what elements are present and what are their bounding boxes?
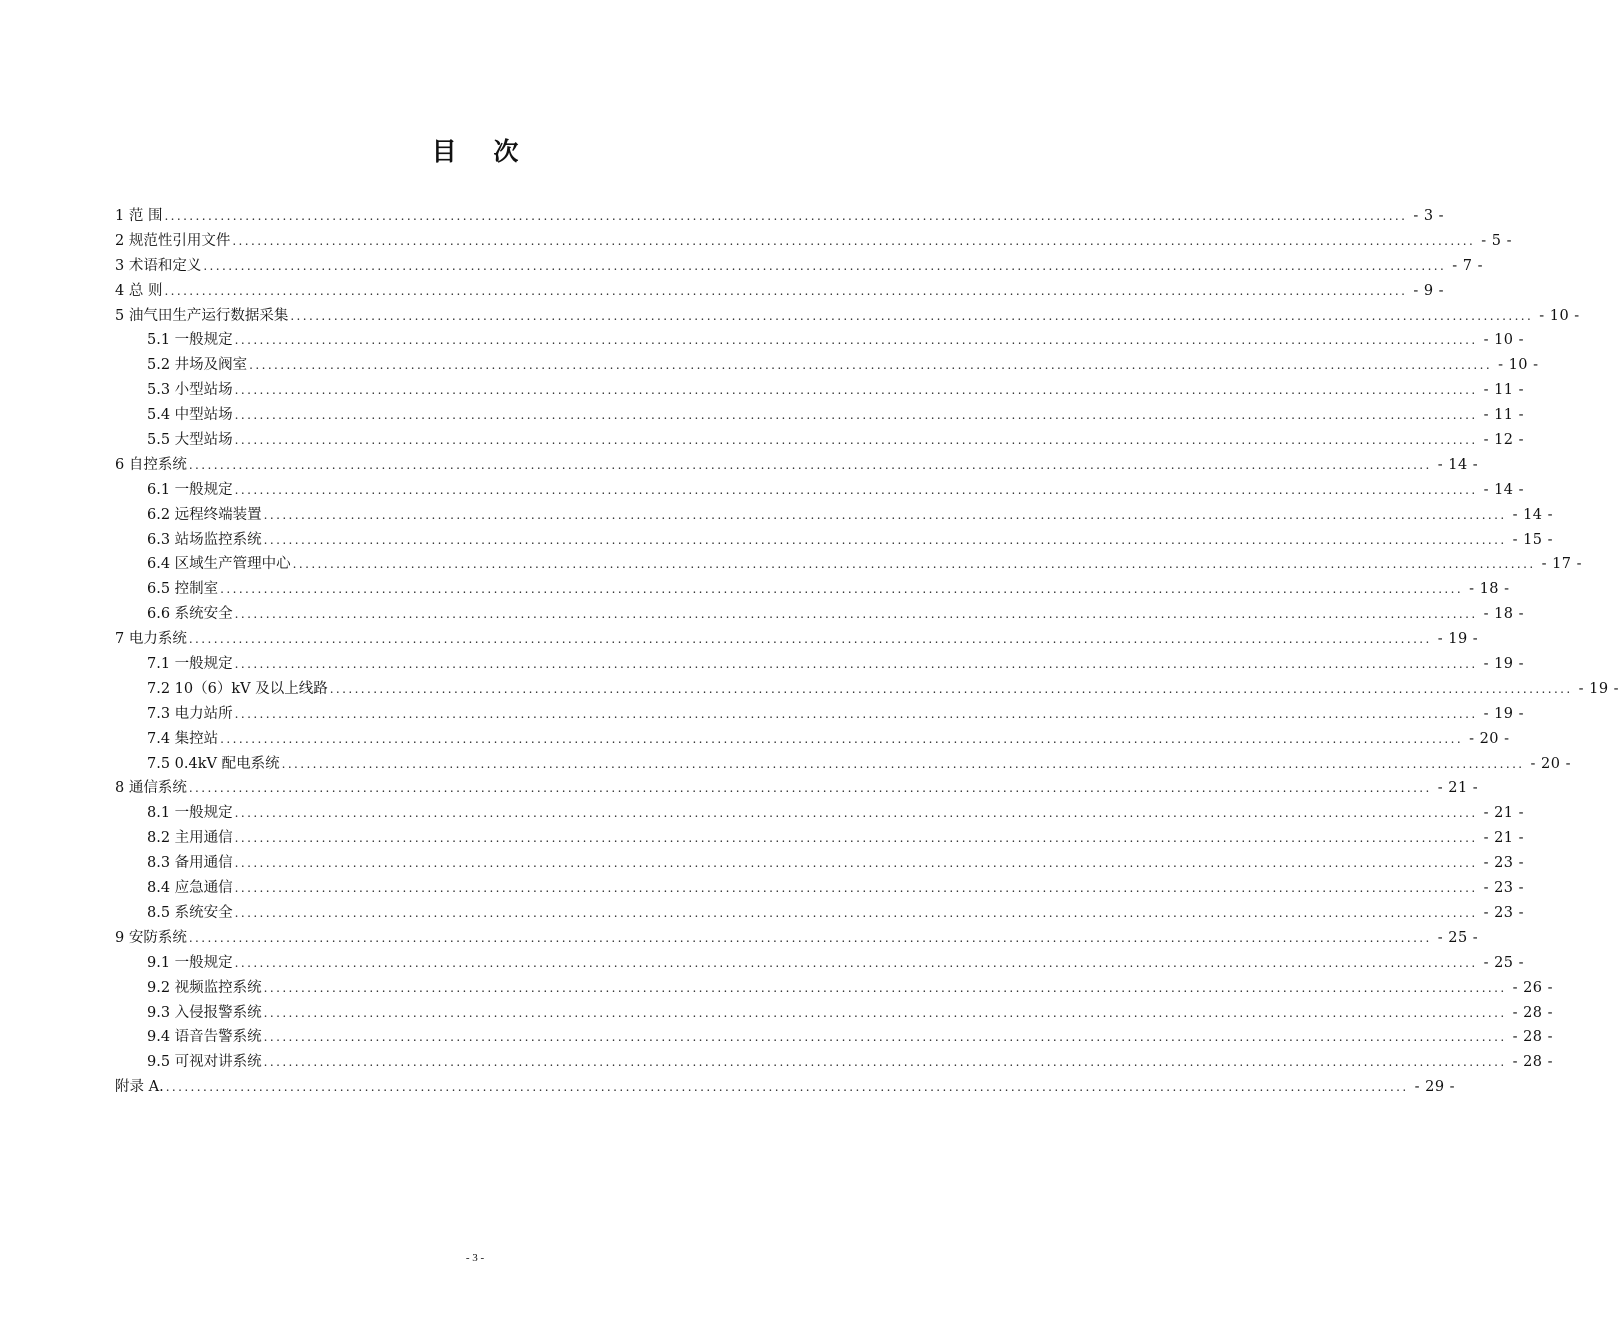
- toc-dot-leader: ........................................................................................................................................................................................................: [234, 856, 1478, 871]
- toc-entry-page: - 25 -: [1483, 954, 1525, 971]
- toc-entry-page: - 17 -: [1541, 556, 1583, 573]
- table-of-contents: [115, 204, 1619, 1100]
- toc-entry-label: 5.5 大型站场: [147, 432, 233, 449]
- page-number: - 3 -: [465, 1252, 485, 1264]
- toc-dot-leader: ........................................................................................................................................................................................................: [220, 582, 1464, 597]
- toc-entry-page: - 14 -: [1437, 456, 1479, 473]
- toc-entry-page: - 28 -: [1512, 1029, 1554, 1046]
- toc-entry-label: 4 总 则: [115, 282, 163, 299]
- toc-dot-leader: ........................................................................................................................................................................................................: [234, 408, 1478, 423]
- toc-dot-leader: ........................................................................................................................................................................................................: [188, 632, 1432, 647]
- toc-entry[interactable]: [115, 403, 1525, 428]
- toc-entry[interactable]: [115, 776, 1479, 801]
- toc-entry[interactable]: [115, 378, 1525, 403]
- toc-dot-leader: ........................................................................................................................................................................................................: [234, 657, 1478, 672]
- toc-entry-label: 6 自控系统: [115, 456, 187, 473]
- toc-dot-leader: ........................................................................................................................................................................................................: [263, 1055, 1507, 1070]
- toc-entry-page: - 19 -: [1483, 656, 1525, 673]
- toc-entry[interactable]: [115, 627, 1479, 652]
- toc-dot-leader: ........................................................................................................................................................................................................: [234, 607, 1478, 622]
- toc-entry[interactable]: [115, 976, 1554, 1001]
- toc-entry[interactable]: [115, 528, 1554, 553]
- toc-dot-leader: ........................................................................................................................................................................................................: [281, 756, 1525, 771]
- toc-entry-label: 8 通信系统: [115, 780, 187, 797]
- toc-dot-leader: ........................................................................................................................................................................................................: [263, 1030, 1507, 1045]
- toc-entry-label: 3 术语和定义: [115, 257, 202, 274]
- toc-entry-label: 8.4 应急通信: [147, 880, 233, 897]
- toc-entry-page: - 19 -: [1578, 680, 1619, 697]
- toc-entry-label: 6.4 区域生产管理中心: [147, 556, 291, 573]
- toc-entry-page: - 14 -: [1483, 481, 1525, 498]
- toc-entry-page: - 21 -: [1483, 830, 1525, 847]
- toc-entry-page: - 10 -: [1498, 357, 1539, 374]
- toc-entry-label: 5 油气田生产运行数据采集: [115, 307, 289, 324]
- toc-dot-leader: ........................................................................................................................................................................................................: [234, 955, 1478, 970]
- toc-entry[interactable]: [115, 503, 1554, 528]
- toc-dot-leader: ........................................................................................................................................................................................................: [263, 507, 1507, 522]
- toc-entry-label: 6.1 一般规定: [147, 481, 233, 498]
- toc-entry-page: - 21 -: [1437, 780, 1479, 797]
- toc-entry-label: 9.3 入侵报警系统: [147, 1004, 262, 1021]
- toc-entry-label: 9.1 一般规定: [147, 954, 233, 971]
- toc-entry-page: - 19 -: [1437, 631, 1479, 648]
- toc-entry[interactable]: [115, 478, 1525, 503]
- page-title: 目 次: [431, 137, 533, 166]
- toc-entry-page: - 14 -: [1512, 506, 1554, 523]
- toc-entry[interactable]: [115, 1050, 1554, 1075]
- toc-entry[interactable]: [115, 353, 1539, 378]
- toc-entry-label: 8.1 一般规定: [147, 805, 233, 822]
- toc-entry-label: 9 安防系统: [115, 929, 187, 946]
- toc-dot-leader: ........................................................................................................................................................................................................: [234, 706, 1478, 721]
- toc-entry-label: 9.4 语音告警系统: [147, 1029, 262, 1046]
- toc-entry[interactable]: [115, 453, 1479, 478]
- toc-entry[interactable]: [115, 727, 1510, 752]
- toc-dot-leader: ........................................................................................................................................................................................................: [165, 1080, 1409, 1095]
- toc-entry[interactable]: [115, 1001, 1554, 1026]
- toc-dot-leader: ........................................................................................................................................................................................................: [234, 333, 1478, 348]
- toc-entry-label: 8.2 主用通信: [147, 830, 233, 847]
- toc-entry-page: - 23 -: [1483, 880, 1525, 897]
- toc-entry-page: - 5 -: [1481, 232, 1512, 249]
- toc-entry-page: - 10 -: [1483, 332, 1525, 349]
- toc-entry-label: 8.5 系统安全: [147, 904, 233, 921]
- toc-entry-page: - 23 -: [1483, 855, 1525, 872]
- toc-dot-leader: ........................................................................................................................................................................................................: [188, 781, 1432, 796]
- toc-entry[interactable]: [115, 304, 1580, 329]
- toc-entry-page: - 18 -: [1469, 581, 1510, 598]
- toc-entry-page: - 15 -: [1512, 531, 1554, 548]
- toc-dot-leader: ........................................................................................................................................................................................................: [234, 831, 1478, 846]
- toc-dot-leader: ........................................................................................................................................................................................................: [234, 482, 1478, 497]
- toc-entry[interactable]: [115, 926, 1479, 951]
- toc-dot-leader: ........................................................................................................................................................................................................: [234, 881, 1478, 896]
- toc-entry[interactable]: [115, 428, 1525, 453]
- toc-entry-label: 6.2 远程终端装置: [147, 506, 262, 523]
- toc-entry[interactable]: [115, 901, 1525, 926]
- toc-entry-label: 7.5 0.4kV 配电系统: [147, 755, 280, 772]
- toc-entry-page: - 25 -: [1437, 929, 1479, 946]
- toc-dot-leader: ........................................................................................................................................................................................................: [188, 930, 1432, 945]
- toc-entry-label: 6.6 系统安全: [147, 606, 233, 623]
- toc-entry[interactable]: [115, 677, 1619, 702]
- toc-entry[interactable]: [115, 951, 1525, 976]
- toc-entry-label: 5.4 中型站场: [147, 407, 233, 424]
- toc-entry-page: - 3 -: [1413, 208, 1445, 224]
- toc-entry[interactable]: [115, 204, 1445, 229]
- toc-entry-label: 2 规范性引用文件: [115, 232, 231, 249]
- toc-entry[interactable]: [115, 1025, 1554, 1050]
- toc-dot-leader: ........................................................................................................................................................................................................: [188, 457, 1432, 472]
- toc-dot-leader: ........................................................................................................................................................................................................: [263, 532, 1507, 547]
- toc-dot-leader: ........................................................................................................................................................................................................: [164, 209, 1408, 223]
- toc-entry-label: 9.2 视频监控系统: [147, 979, 262, 996]
- toc-entry[interactable]: [115, 652, 1525, 677]
- toc-dot-leader: ........................................................................................................................................................................................................: [203, 258, 1447, 273]
- toc-entry-page: - 12 -: [1483, 432, 1525, 449]
- toc-entry[interactable]: [115, 229, 1512, 254]
- toc-dot-leader: ........................................................................................................................................................................................................: [329, 681, 1573, 696]
- toc-dot-leader: ........................................................................................................................................................................................................: [234, 905, 1478, 920]
- toc-entry[interactable]: [115, 602, 1525, 627]
- toc-dot-leader: ........................................................................................................................................................................................................: [232, 233, 1476, 248]
- toc-entry[interactable]: [115, 702, 1525, 727]
- toc-entry-page: - 11 -: [1483, 407, 1525, 424]
- toc-entry-label: 7.4 集控站: [147, 730, 219, 747]
- toc-entry-page: - 21 -: [1483, 805, 1525, 822]
- toc-entry-label: 1 范 围: [115, 208, 163, 224]
- toc-entry[interactable]: [115, 254, 1483, 279]
- toc-entry-label: 9.5 可视对讲系统: [147, 1054, 262, 1071]
- toc-entry-page: - 28 -: [1512, 1004, 1554, 1021]
- toc-entry-page: - 19 -: [1483, 705, 1525, 722]
- toc-entry-page: - 18 -: [1483, 606, 1525, 623]
- toc-entry-page: - 20 -: [1530, 755, 1571, 772]
- toc-entry-label: 7.1 一般规定: [147, 656, 233, 673]
- toc-entry-page: - 28 -: [1512, 1054, 1554, 1071]
- toc-entry-label: 5.2 井场及阀室: [147, 357, 248, 374]
- toc-entry-page: - 29 -: [1414, 1079, 1456, 1096]
- toc-entry-page: - 11 -: [1483, 382, 1525, 399]
- toc-entry-label: 7.2 10（6）kV 及以上线路: [147, 680, 328, 697]
- toc-entry-label: 7 电力系统: [115, 631, 187, 648]
- toc-entry[interactable]: [115, 801, 1525, 826]
- toc-entry-page: - 26 -: [1512, 979, 1554, 996]
- toc-entry-label: 8.3 备用通信: [147, 855, 233, 872]
- toc-entry[interactable]: [115, 851, 1525, 876]
- toc-entry[interactable]: [115, 752, 1571, 777]
- toc-dot-leader: ........................................................................................................................................................................................................: [234, 383, 1478, 398]
- toc-entry[interactable]: [115, 279, 1445, 304]
- toc-dot-leader: ........................................................................................................................................................................................................: [249, 358, 1493, 373]
- toc-entry-page: - 7 -: [1452, 257, 1483, 274]
- toc-dot-leader: ........................................................................................................................................................................................................: [164, 283, 1408, 298]
- toc-entry-label: 5.3 小型站场: [147, 382, 233, 399]
- toc-entry[interactable]: [115, 577, 1510, 602]
- toc-entry-page: - 23 -: [1483, 904, 1525, 921]
- toc-dot-leader: ........................................................................................................................................................................................................: [292, 557, 1536, 572]
- toc-entry-label: 5.1 一般规定: [147, 332, 233, 349]
- toc-dot-leader: ........................................................................................................................................................................................................: [234, 433, 1478, 448]
- toc-entry[interactable]: [115, 826, 1525, 851]
- toc-entry[interactable]: [115, 1075, 1456, 1100]
- toc-entry-label: 附录 A.: [115, 1079, 164, 1096]
- toc-entry[interactable]: [115, 552, 1583, 577]
- toc-entry[interactable]: [115, 328, 1525, 353]
- toc-dot-leader: ........................................................................................................................................................................................................: [290, 308, 1534, 323]
- toc-entry-label: 7.3 电力站所: [147, 705, 233, 722]
- toc-dot-leader: ........................................................................................................................................................................................................: [263, 980, 1507, 995]
- toc-entry-page: - 9 -: [1413, 282, 1445, 299]
- toc-entry[interactable]: [115, 876, 1525, 901]
- toc-entry-label: 6.5 控制室: [147, 581, 219, 598]
- toc-entry-label: 6.3 站场监控系统: [147, 531, 262, 548]
- toc-entry-page: - 10 -: [1539, 307, 1580, 324]
- toc-dot-leader: ........................................................................................................................................................................................................: [263, 1005, 1507, 1020]
- toc-dot-leader: ........................................................................................................................................................................................................: [234, 806, 1478, 821]
- toc-dot-leader: ........................................................................................................................................................................................................: [220, 731, 1464, 746]
- toc-entry-page: - 20 -: [1469, 730, 1510, 747]
